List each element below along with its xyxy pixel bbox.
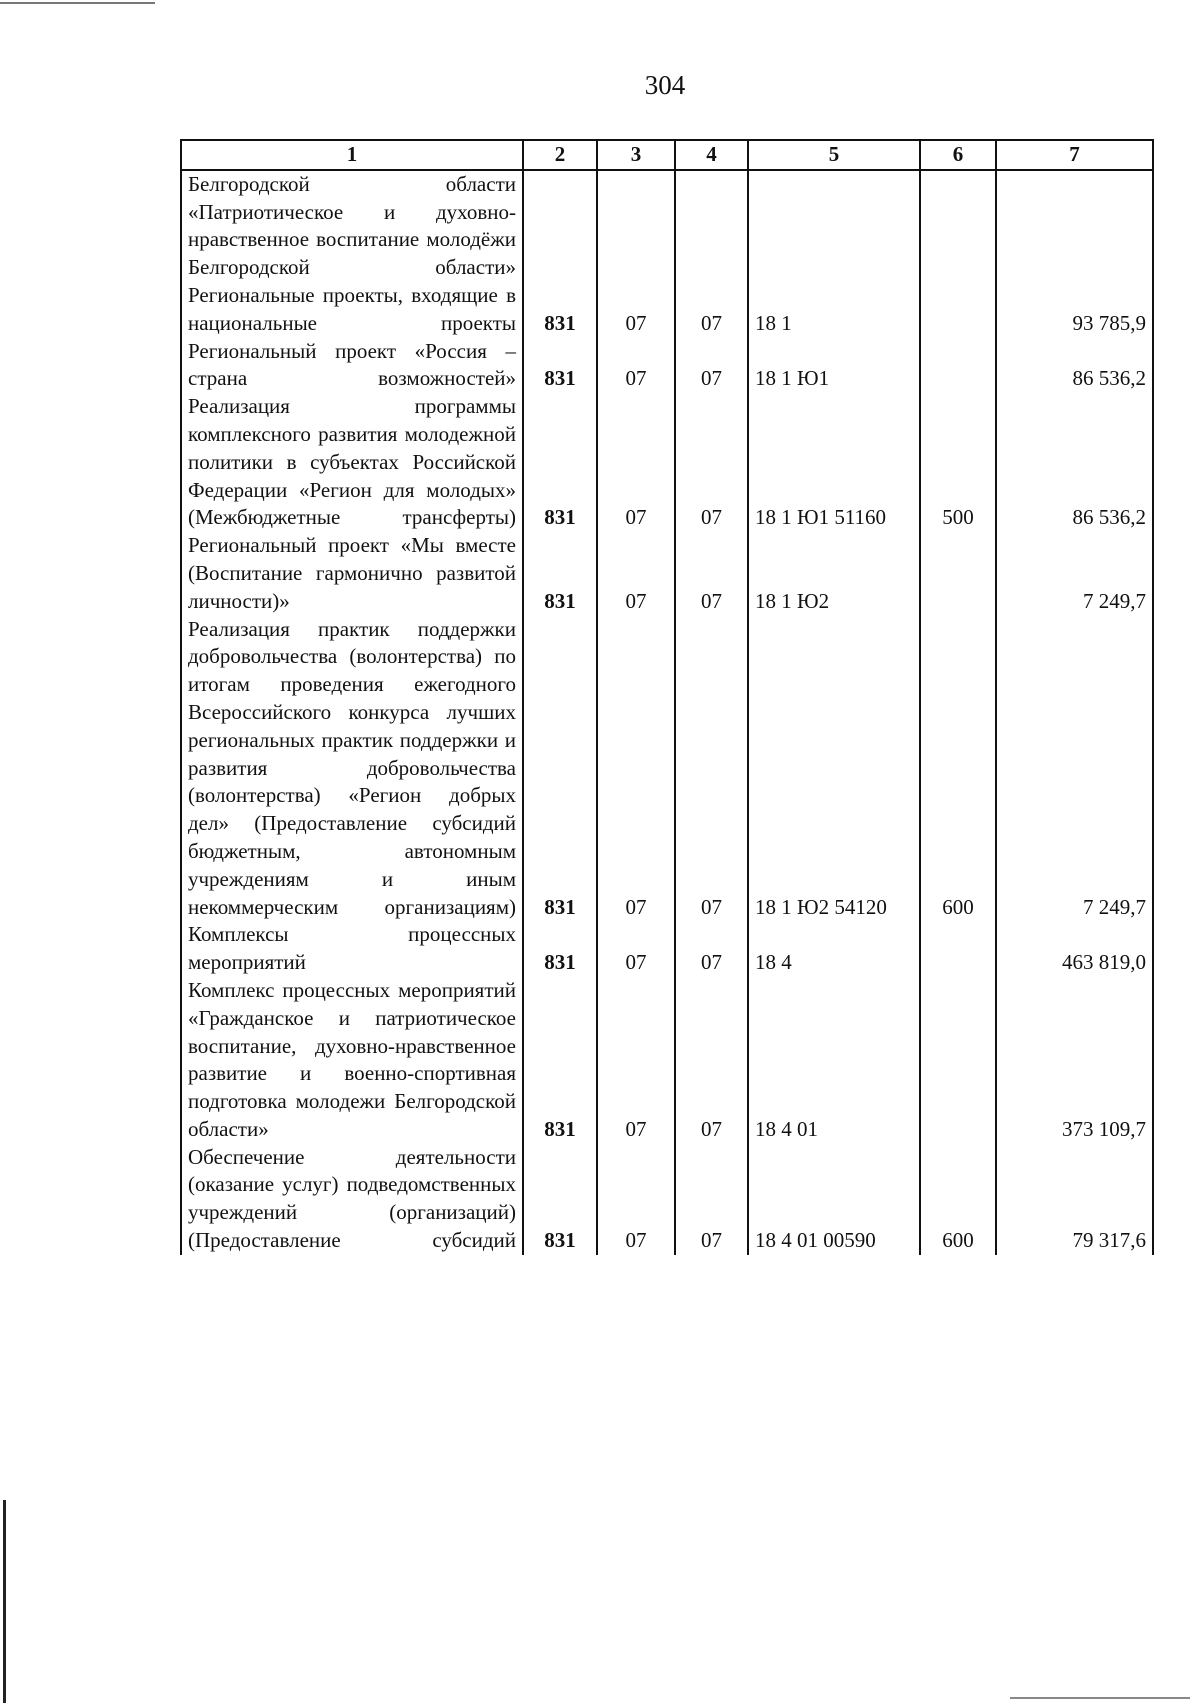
row-gr-code: 831	[523, 616, 597, 922]
row-subsection	[675, 170, 748, 282]
row-amount: 93 785,9	[996, 282, 1153, 338]
column-header-5: 5	[748, 140, 920, 170]
row-amount: 373 109,7	[996, 977, 1153, 1144]
scan-edge-mark-bottom	[1010, 1697, 1190, 1699]
row-name: Комплекс процессных мероприятий «Гражданское и патриотическое воспитание, духовно-нравственное развитие и военно-спортивная подготовка молодежи Белгородской области»	[181, 977, 523, 1144]
row-target-article: 18 4 01	[748, 977, 920, 1144]
row-expense-type: 600	[920, 616, 996, 922]
row-name: Обеспечение деятельности (оказание услуг) подведомственных учреждений (организаций) (Предоставление субсидий	[181, 1144, 523, 1255]
row-expense-type	[920, 338, 996, 394]
row-expense-type	[920, 532, 996, 615]
row-amount: 79 317,6	[996, 1144, 1153, 1255]
row-subsection: 07	[675, 393, 748, 532]
column-header-7: 7	[996, 140, 1153, 170]
row-section: 07	[597, 532, 675, 615]
row-section: 07	[597, 977, 675, 1144]
row-gr-code	[523, 170, 597, 282]
row-gr-code: 831	[523, 338, 597, 394]
table-header-row	[181, 140, 1153, 170]
row-section	[597, 170, 675, 282]
row-subsection: 07	[675, 338, 748, 394]
row-section: 07	[597, 282, 675, 338]
table-row	[181, 977, 1153, 1144]
row-target-article: 18 1 Ю1 51160	[748, 393, 920, 532]
table-row	[181, 282, 1153, 338]
column-header-1: 1	[181, 140, 523, 170]
row-subsection: 07	[675, 282, 748, 338]
row-expense-type	[920, 282, 996, 338]
row-amount: 463 819,0	[996, 921, 1153, 977]
budget-table	[180, 139, 1154, 1255]
row-target-article: 18 1	[748, 282, 920, 338]
table-row	[181, 532, 1153, 615]
row-amount: 7 249,7	[996, 616, 1153, 922]
row-gr-code: 831	[523, 282, 597, 338]
row-target-article: 18 1 Ю2 54120	[748, 616, 920, 922]
scan-edge-mark-left	[3, 1500, 6, 1703]
row-gr-code: 831	[523, 977, 597, 1144]
row-name: Региональный проект «Россия – страна возможностей»	[181, 338, 523, 394]
page-number: 304	[644, 70, 686, 100]
table-row	[181, 616, 1153, 922]
row-target-article	[748, 170, 920, 282]
row-gr-code: 831	[523, 1144, 597, 1255]
row-subsection: 07	[675, 616, 748, 922]
column-header-4: 4	[675, 140, 748, 170]
column-header-6: 6	[920, 140, 996, 170]
row-section: 07	[597, 338, 675, 394]
row-section: 07	[597, 1144, 675, 1255]
row-subsection: 07	[675, 921, 748, 977]
row-target-article: 18 1 Ю2	[748, 532, 920, 615]
row-section: 07	[597, 921, 675, 977]
row-name: Реализация практик поддержки добровольчества (волонтерства) по итогам проведения ежегодного Всероссийского конкурса лучших региональных практик поддержки и развития добровольчества (волонтерства) «Регион добрых дел» (Предоставление субсидий бюджетным, автономным учреждениям и иным некоммерческим организациям)	[181, 616, 523, 922]
table-row	[181, 921, 1153, 977]
row-amount	[996, 170, 1153, 282]
row-target-article: 18 4 01 00590	[748, 1144, 920, 1255]
row-section: 07	[597, 393, 675, 532]
row-subsection: 07	[675, 1144, 748, 1255]
row-expense-type	[920, 170, 996, 282]
table-row	[181, 1144, 1153, 1255]
row-gr-code: 831	[523, 921, 597, 977]
table-row	[181, 170, 1153, 282]
column-header-2: 2	[523, 140, 597, 170]
row-gr-code: 831	[523, 393, 597, 532]
row-name: Региональные проекты, входящие в национальные проекты	[181, 282, 523, 338]
row-amount: 86 536,2	[996, 338, 1153, 394]
row-subsection: 07	[675, 977, 748, 1144]
table-row	[181, 393, 1153, 532]
row-subsection: 07	[675, 532, 748, 615]
row-gr-code: 831	[523, 532, 597, 615]
row-name: Комплексы процессных мероприятий	[181, 921, 523, 977]
column-header-3: 3	[597, 140, 675, 170]
row-target-article: 18 4	[748, 921, 920, 977]
row-name: Реализация программы комплексного развития молодежной политики в субъектах Российской Федерации «Регион для молодых» (Межбюджетные трансферты)	[181, 393, 523, 532]
row-name: Белгородской области «Патриотическое и духовно-нравственное воспитание молодёжи Белгородской области»	[181, 170, 523, 282]
row-target-article: 18 1 Ю1	[748, 338, 920, 394]
scan-edge-mark-top	[0, 2, 155, 4]
row-expense-type: 600	[920, 1144, 996, 1255]
row-expense-type: 500	[920, 393, 996, 532]
row-name: Региональный проект «Мы вместе (Воспитание гармонично развитой личности)»	[181, 532, 523, 615]
row-amount: 7 249,7	[996, 532, 1153, 615]
row-amount: 86 536,2	[996, 393, 1153, 532]
row-expense-type	[920, 921, 996, 977]
table-row	[181, 338, 1153, 394]
row-section: 07	[597, 616, 675, 922]
row-expense-type	[920, 977, 996, 1144]
